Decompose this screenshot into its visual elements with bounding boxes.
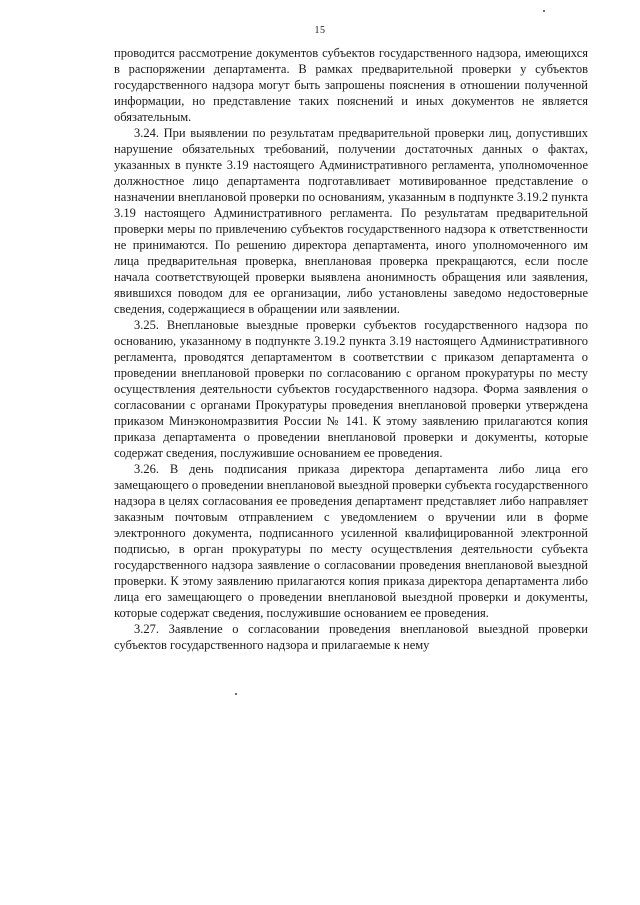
page-number: 15 xyxy=(314,25,326,36)
paragraph-3-27: 3.27. Заявление о согласовании проведения внеплановой выездной проверки субъектов государственного надзора и прилагаемые к нему xyxy=(114,622,588,652)
paragraph-continuation: проводится рассмотрение документов субъектов государственного надзора, имеющихся в распоряжении департамента. В рамках предварительной проверки у субъектов государственного надзора могут быть запрошены пояснения в отношении полученной информации, но представление таких пояснений и иных документов не является обязательным. xyxy=(114,46,588,124)
paragraph-3-25: 3.25. Внеплановые выездные проверки субъектов государственного надзора по основанию, указанному в подпункте 3.19.2 пункта 3.19 настоящего Административного регламента, проводятся департаментом в соответствии с приказом департамента о проведении внеплановой проверки по согласованию с органом прокуратуры по месту осуществления деятельности субъектов государственного надзора. Форма заявления о согласовании с органами Прокуратуры проведения внеплановой проверки утверждена приказом Минэкономразвития России № 141. К этому заявлению прилагаются копия приказа департамента о проведении внеплановой проверки и документы, которые содержат сведения, послужившие основанием ее проведения. xyxy=(114,318,588,460)
document-body xyxy=(114,45,588,653)
scan-speck xyxy=(543,10,545,12)
paragraph-3-24: 3.24. При выявлении по результатам предварительной проверки лиц, допустивших нарушение обязательных требований, получении достаточных данных о фактах, указанных в пункте 3.19 настоящего Административного регламента, уполномоченное должностное лицо департамента подготавливает мотивированное представление о назначении внеплановой проверки по основаниям, указанным в подпункте 3.19.2 пункта 3.19 настоящего Административного регламента. По результатам предварительной проверки меры по привлечению субъектов государственного надзора к ответственности не принимаются. По решению директора департамента, иного уполномоченного им лица предварительная проверка, внеплановая проверка прекращаются, если после начала соответствующей проверки выявлена анонимность обращения или заявления, явившихся поводом для ее организации, либо установлены заведомо недостоверные сведения, содержащиеся в обращении или заявлении. xyxy=(114,126,588,316)
scan-speck xyxy=(235,693,237,695)
paragraph-3-26: 3.26. В день подписания приказа директора департамента либо лица его замещающего о проведении внеплановой выездной проверки субъекта государственного надзора в целях согласования ее проведения департамент представляет либо направляет заказным почтовым отправлением с уведомлением о вручении или в форме электронного документа, подписанного усиленной квалифицированной электронной подписью, в орган прокуратуры по месту осуществления деятельности субъекта государственного надзора заявление о согласовании проведения внеплановой выездной проверки. К этому заявлению прилагаются копия приказа директора департамента либо лица его замещающего о проведении внеплановой выездной проверки и документы, которые содержат сведения, послужившие основанием ее проведения. xyxy=(114,462,588,620)
